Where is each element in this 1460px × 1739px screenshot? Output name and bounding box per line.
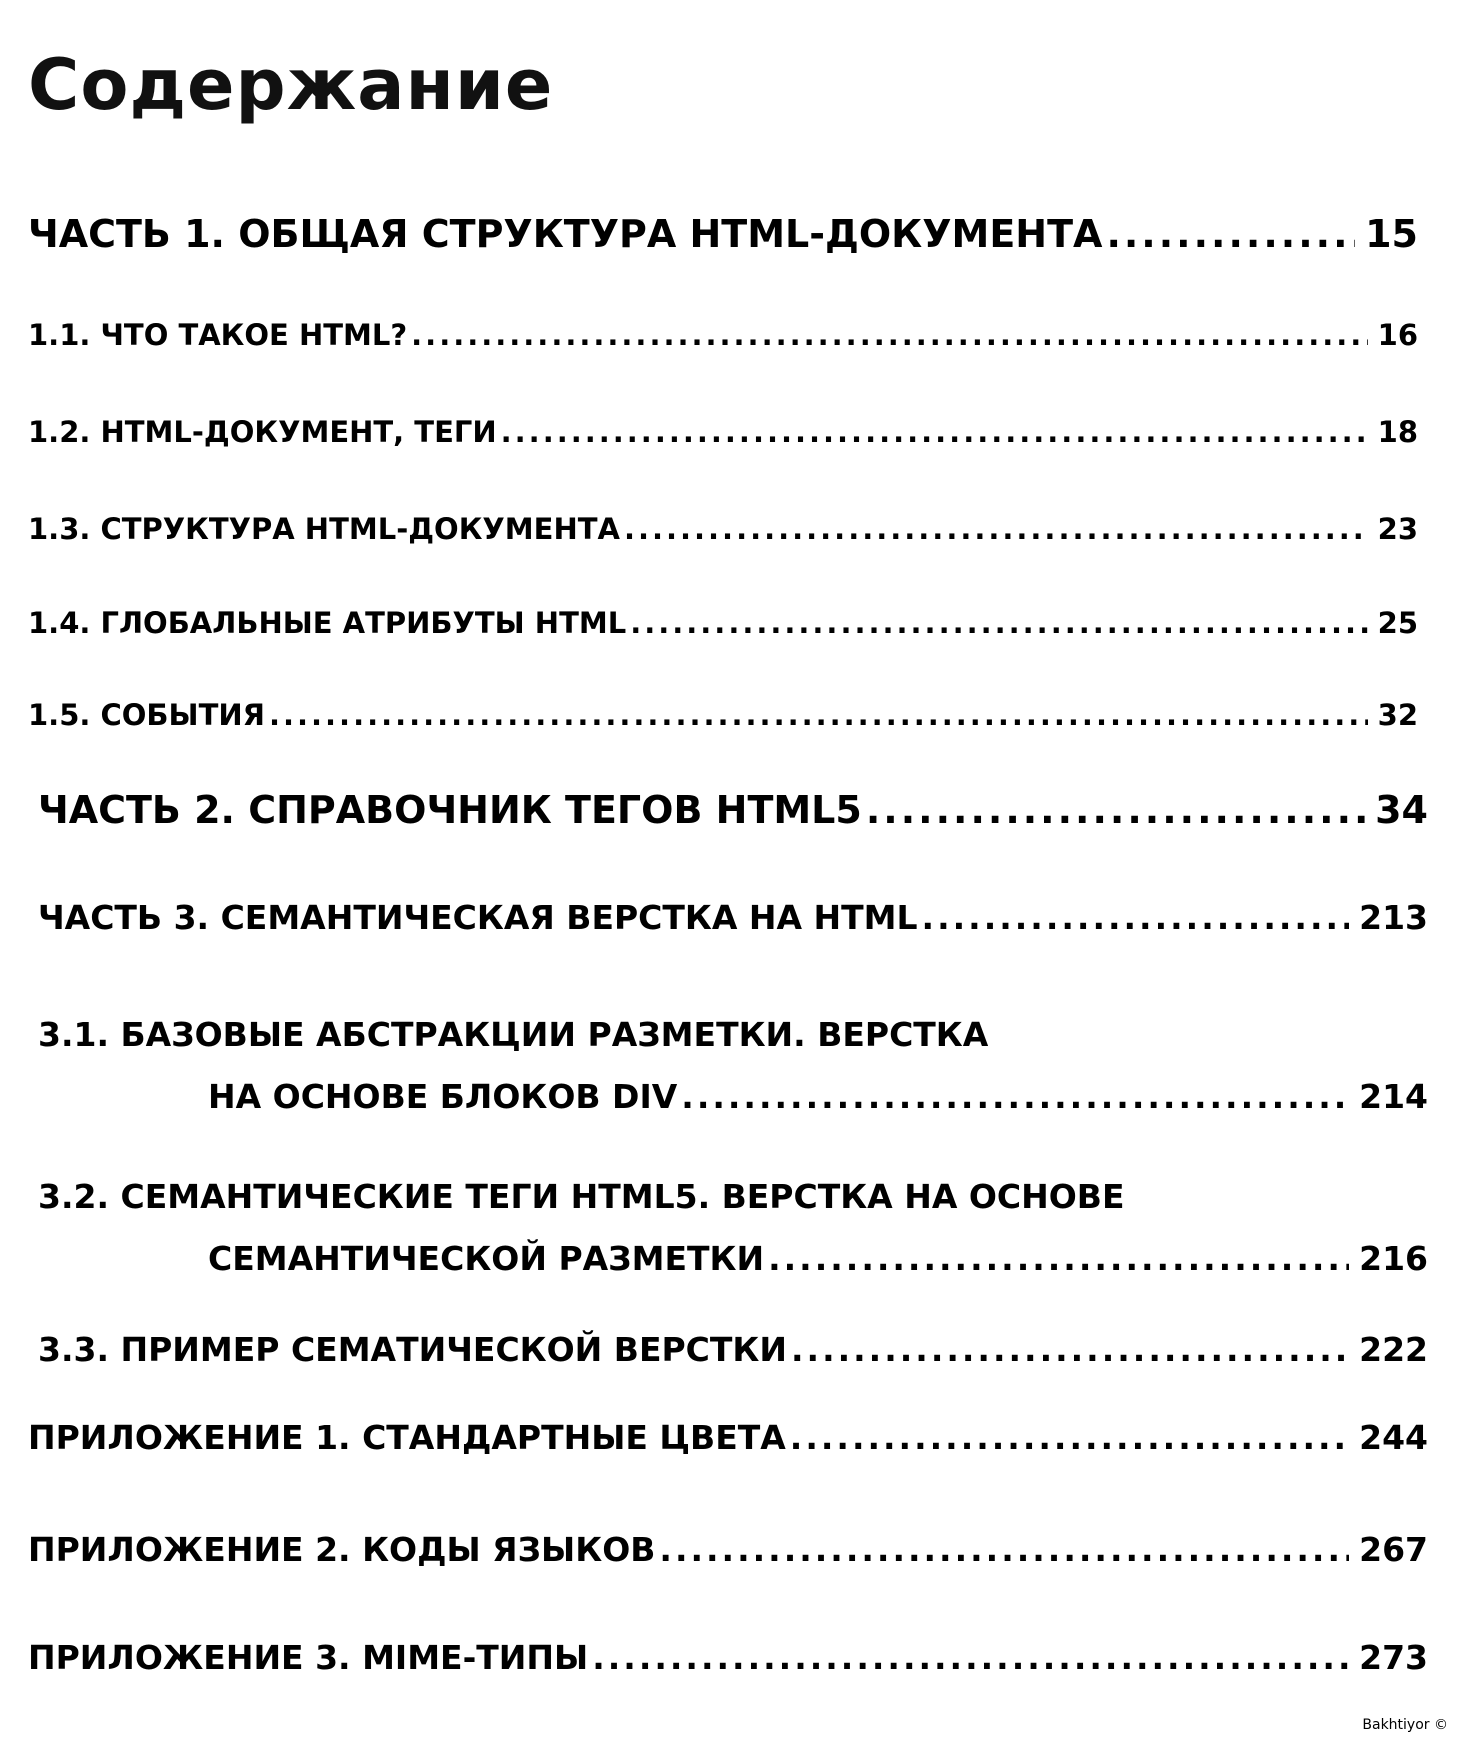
toc-entry-page: 216 xyxy=(1359,1239,1428,1278)
toc-entry-page: 214 xyxy=(1359,1077,1428,1116)
toc-entry-title-continued: СЕМАНТИЧЕСКОЙ РАЗМЕТКИ xyxy=(208,1239,765,1278)
toc-leader-dots xyxy=(681,1066,1349,1128)
toc-leader-dots xyxy=(790,1418,1349,1457)
toc-entry-title: ЧАСТЬ 1. ОБЩАЯ СТРУКТУРА HTML-ДОКУМЕНТА xyxy=(28,212,1103,256)
toc-entry-title: ПРИЛОЖЕНИЕ 3. MIME-ТИПЫ xyxy=(28,1638,589,1677)
toc-entry-appendix-3 xyxy=(28,1638,1428,1677)
toc-entry-title: ПРИЛОЖЕНИЕ 1. СТАНДАРТНЫЕ ЦВЕТА xyxy=(28,1418,786,1457)
toc-entry-title: ЧАСТЬ 3. СЕМАНТИЧЕСКАЯ ВЕРСТКА НА HTML xyxy=(38,898,918,937)
toc-entry-page: 34 xyxy=(1375,788,1428,832)
toc-entry-part-3 xyxy=(38,898,1428,937)
toc-entry-page: 244 xyxy=(1359,1418,1428,1457)
toc-entry-appendix-1 xyxy=(28,1418,1428,1457)
toc-entry-title: 3.3. ПРИМЕР СЕМАТИЧЕСКОЙ ВЕРСТКИ xyxy=(38,1330,787,1369)
toc-entry-title: ПРИЛОЖЕНИЕ 2. КОДЫ ЯЗЫКОВ xyxy=(28,1530,656,1569)
toc-entry-part-1 xyxy=(28,212,1418,256)
toc-entry-title-continued: НА ОСНОВЕ БЛОКОВ DIV xyxy=(208,1077,678,1116)
toc-entry-page: 32 xyxy=(1377,698,1418,732)
toc-entry-page: 18 xyxy=(1377,415,1418,449)
toc-leader-dots xyxy=(592,1638,1349,1677)
toc-leader-dots xyxy=(922,898,1350,937)
toc-entry-appendix-2 xyxy=(28,1530,1428,1569)
toc-entry-1-5 xyxy=(28,698,1418,732)
toc-entry-page: 23 xyxy=(1377,512,1418,546)
toc-entry-page: 213 xyxy=(1359,898,1428,937)
page-title: Содержание xyxy=(28,44,554,126)
toc-leader-dots xyxy=(768,1228,1349,1290)
toc-entry-1-3 xyxy=(28,512,1418,546)
toc-entry-page: 273 xyxy=(1359,1638,1428,1677)
toc-entry-page: 222 xyxy=(1359,1330,1428,1369)
toc-entry-title: 1.2. HTML-ДОКУМЕНТ, ТЕГИ xyxy=(28,415,497,449)
toc-entry-title: 1.5. СОБЫТИЯ xyxy=(28,698,265,732)
toc-entry-1-1 xyxy=(28,318,1418,352)
toc-entry-3-3 xyxy=(38,1330,1428,1369)
toc-leader-dots xyxy=(659,1530,1349,1569)
toc-entry-title: 3.1. БАЗОВЫЕ АБСТРАКЦИИ РАЗМЕТКИ. ВЕРСТКА xyxy=(38,1015,989,1054)
toc-leader-dots xyxy=(624,512,1368,546)
toc-leader-dots xyxy=(866,788,1365,832)
toc-entry-1-4 xyxy=(28,606,1418,640)
toc-leader-dots xyxy=(269,698,1368,732)
toc-entry-3-2 xyxy=(38,1166,1428,1290)
toc-entry-page: 267 xyxy=(1359,1530,1428,1569)
toc-entry-title: ЧАСТЬ 2. СПРАВОЧНИК ТЕГОВ HTML5 xyxy=(38,788,862,832)
toc-entry-title: 1.4. ГЛОБАЛЬНЫЕ АТРИБУТЫ HTML xyxy=(28,606,627,640)
toc-entry-page: 15 xyxy=(1365,212,1418,256)
credit-text: Bakhtiyor © xyxy=(1362,1717,1448,1733)
toc-leader-dots xyxy=(501,415,1368,449)
toc-entry-part-2 xyxy=(38,788,1428,832)
toc-entry-3-1 xyxy=(38,1004,1428,1128)
toc-leader-dots xyxy=(791,1330,1349,1369)
toc-entry-title: 1.3. СТРУКТУРА HTML-ДОКУМЕНТА xyxy=(28,512,620,546)
toc-entry-title: 3.2. СЕМАНТИЧЕСКИЕ ТЕГИ HTML5. ВЕРСТКА НА ОСНОВЕ xyxy=(38,1177,1125,1216)
toc-entry-1-2 xyxy=(28,415,1418,449)
toc-leader-dots xyxy=(1106,212,1355,256)
toc-entry-page: 25 xyxy=(1377,606,1418,640)
toc-entry-page: 16 xyxy=(1377,318,1418,352)
toc-entry-title: 1.1. ЧТО ТАКОЕ HTML? xyxy=(28,318,408,352)
toc-leader-dots xyxy=(630,606,1367,640)
toc-leader-dots xyxy=(411,318,1367,352)
